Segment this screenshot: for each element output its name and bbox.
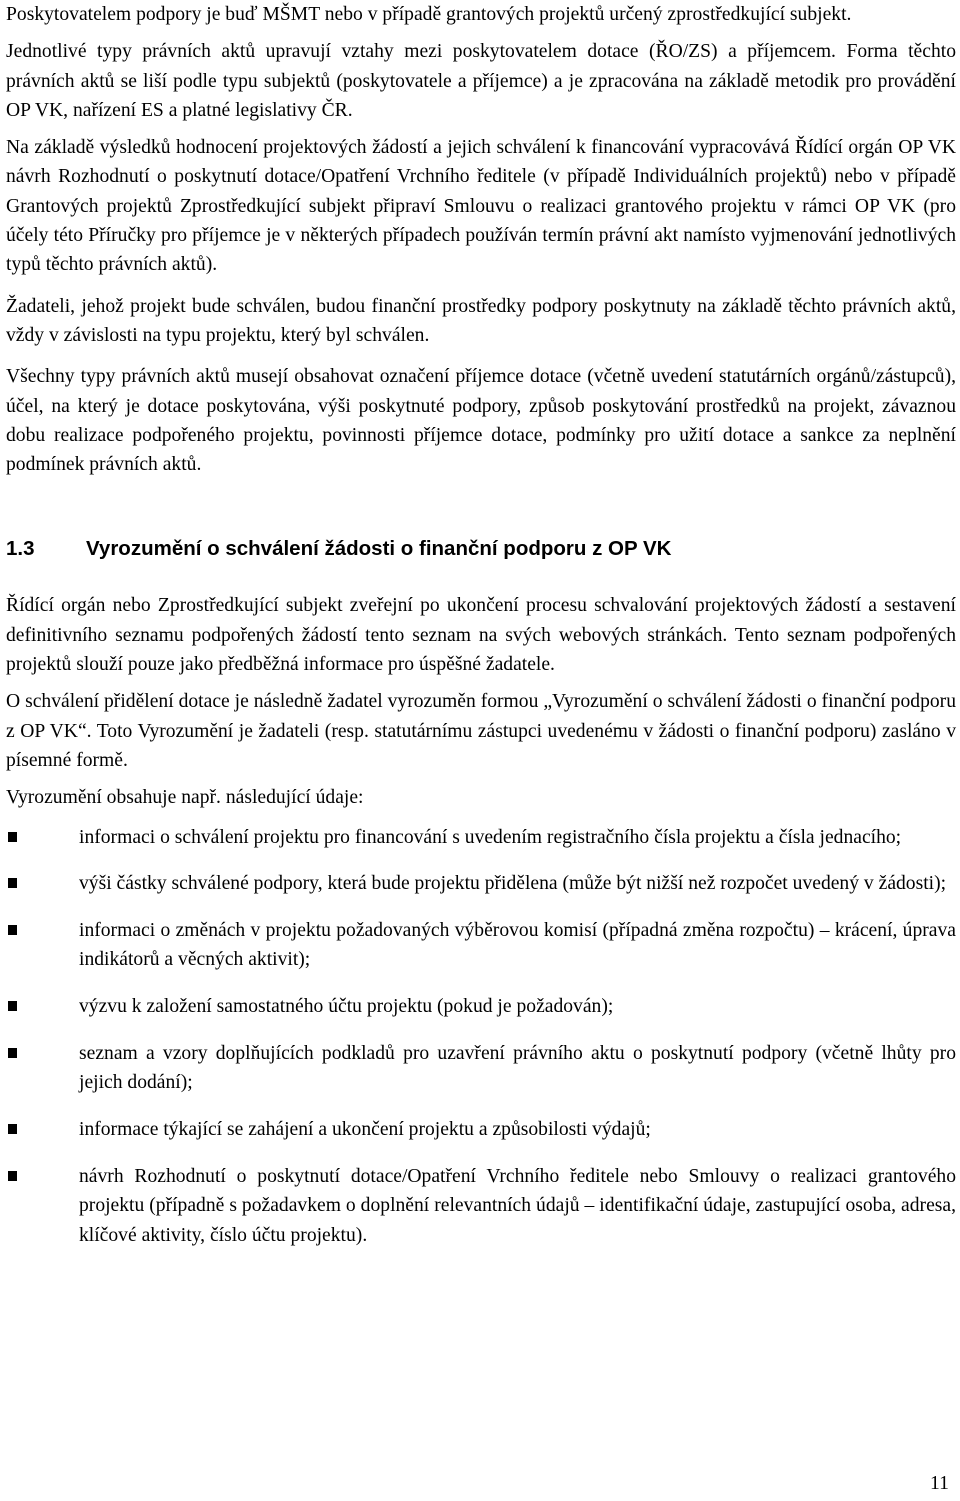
list-item — [6, 1115, 956, 1144]
paragraph-publication: Řídící orgán nebo Zprostředkující subjekt zveřejní po ukončení procesu schvalování projektových žádostí a sestavení definitivního seznamu podpořených žádostí tento seznam na svých webových stránkách. Tento seznam podpořených projektů slouží pouze jako předběžná informace pro úspěšné žadatele. — [6, 595, 956, 676]
list-item-text: informaci o změnách v projektu požadovaných výběrovou komisí (případná změna rozpočtu) – krácení, úprava indikátorů a věcných aktivit); — [79, 920, 956, 971]
paragraph-provider: Poskytovatelem podpory je buď MŠMT nebo v případě grantových projektů určený zprostředkující subjekt. — [6, 4, 852, 25]
paragraph-applicants: Žadateli, jehož projekt bude schválen, budou finanční prostředky podpory poskytnuty na základě těchto právních aktů, vždy v závislosti na typu projektu, který byl schválen. — [6, 295, 956, 346]
square-bullet-icon — [8, 925, 17, 935]
square-bullet-icon — [8, 1124, 17, 1134]
list-item — [6, 916, 956, 975]
section-title: Vyrozumění o schválení žádosti o finanční podporu z OP VK — [86, 537, 672, 561]
list-item-text: informace týkající se zahájení a ukončení projektu a způsobilosti výdajů; — [79, 1119, 651, 1141]
square-bullet-icon — [8, 878, 17, 888]
list-intro: Vyrozumění obsahuje např. následující údaje: — [6, 787, 364, 809]
page-number: 11 — [930, 1473, 949, 1494]
list-item — [6, 992, 956, 1021]
paragraph-legal-acts: Jednotlivé typy právních aktů upravují vztahy mezi poskytovatelem dotace (ŘO/ZS) a příjemcem. Forma těchto právních aktů se liší podle typu subjektů (poskytovatele a příjemce) a je zpracována na základě metodik pro provádění OP VK, nařízení ES a platné legislativy ČR. — [6, 41, 956, 121]
list-item-text: výši částky schválené podpory, která bude projektu přidělena (může být nižší než rozpočet uvedený v žádosti); — [79, 873, 947, 895]
section-heading — [6, 535, 956, 563]
list-item-text: seznam a vzory doplňujících podkladů pro uzavření právního aktu o poskytnutí podpory (včetně lhůty pro jejich dodání); — [79, 1043, 956, 1094]
square-bullet-icon — [8, 1001, 17, 1011]
list-item-text: návrh Rozhodnutí o poskytnutí dotace/Opatření Vrchního ředitele nebo Smlouvy o realizaci grantového projektu (případně s požadavkem o doplnění relevantních údajů – identifikační údaje, zastupující osoba, adresa, klíčové aktivity, číslo účtu projektu). — [79, 1165, 956, 1246]
square-bullet-icon — [8, 832, 17, 842]
bullet-list — [6, 823, 956, 1250]
document-page — [6, 0, 956, 1267]
list-item-text: informaci o schválení projektu pro financování s uvedením registračního čísla projektu a čísla jednacího; — [79, 826, 902, 848]
list-item — [6, 869, 956, 898]
list-item — [6, 823, 956, 852]
section-number: 1.3 — [6, 537, 35, 561]
paragraph-evaluation: Na základě výsledků hodnocení projektových žádostí a jejich schválení k financování vypracovává Řídící orgán OP VK návrh Rozhodnutí o poskytnutí dotace/Opatření Vrchního ředitele (v případě Individuálních projektů) nebo v případě Grantových projektů Zprostředkující subjekt připraví Smlouvu o realizaci grantového projektu v rámci OP VK (pro účely této Příručky pro příjemce je v některých případech používán termín právní akt namísto vyjmenování jednotlivých typů těchto právních aktů). — [6, 137, 956, 276]
list-item-text: výzvu k založení samostatného účtu projektu (pokud je požadován); — [79, 996, 614, 1018]
list-item — [6, 1039, 956, 1098]
square-bullet-icon — [8, 1048, 17, 1058]
paragraph-requirements: Všechny typy právních aktů musejí obsahovat označení příjemce dotace (včetně uvedení statutárních orgánů/zástupců), účel, na který je dotace poskytována, výši poskytnuté podpory, způsob poskytování prostředků na projekt, závaznou dobu realizace podpořeného projektu, povinnosti příjemce dotace, podmínky pro užití dotace a sankce za neplnění podmínek právních aktů. — [6, 366, 956, 476]
paragraph-notification: O schválení přidělení dotace je následně žadatel vyrozuměn formou „Vyrozumění o schválení žádosti o finanční podporu z OP VK“. Toto Vyrozumění je žadateli (resp. statutárnímu zástupci uvedenému v žádosti o finanční podporu) zasláno v písemné formě. — [6, 691, 956, 771]
list-item — [6, 1162, 956, 1250]
square-bullet-icon — [8, 1171, 17, 1181]
